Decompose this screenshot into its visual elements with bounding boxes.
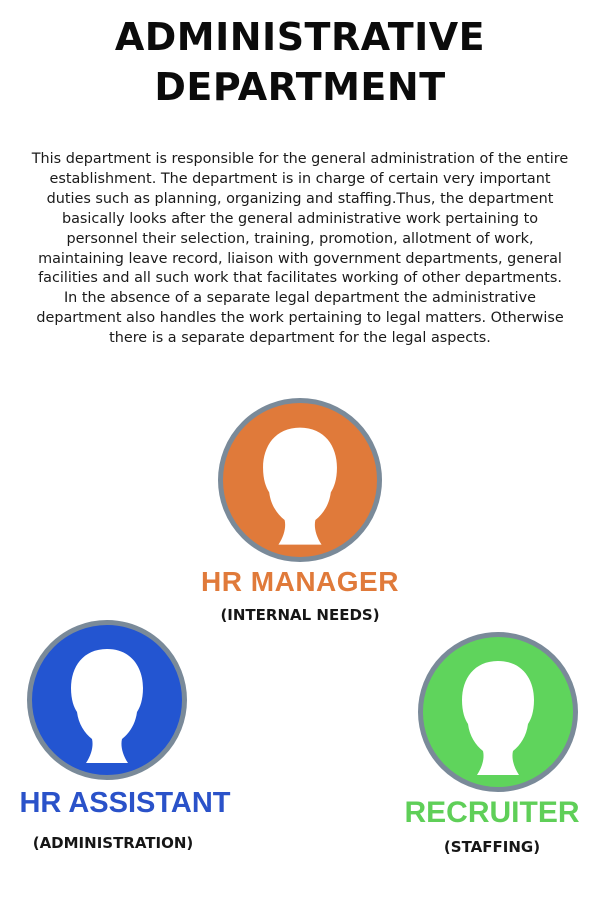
hr-manager-avatar <box>218 398 382 562</box>
recruiter-title: RECRUITER <box>404 796 580 829</box>
hr-assistant-avatar <box>27 620 187 780</box>
page-title <box>0 12 600 112</box>
hr-assistant-note: (ADMINISTRATION) <box>32 834 194 852</box>
hr-manager-note: (INTERNAL NEEDS) <box>220 606 380 624</box>
title-line-1: ADMINISTRATIVE <box>114 15 486 59</box>
person-silhouette-icon <box>32 625 182 775</box>
department-description: This department is responsible for the general administration of the entire establishment. The department is in charge of certain very important duties such as planning, organizing and staffing.Thus, the department basically looks after the general administrative work pertaining to personnel their selection, training, promotion, allotment of work, maintaining leave record, liaison with government departments, general facilities and all such work that facilitates working of other departments. In the absence of a separate legal department the administrative department also handles the work pertaining to legal matters. Otherwise there is a separate department for the legal aspects. <box>31 151 569 347</box>
recruiter-note: (STAFFING) <box>443 838 541 856</box>
person-silhouette-icon <box>223 403 377 557</box>
recruiter-avatar <box>418 632 578 792</box>
person-silhouette-icon <box>423 637 573 787</box>
title-line-2: DEPARTMENT <box>154 65 446 109</box>
hr-assistant-title: HR ASSISTANT <box>19 787 231 819</box>
hr-manager-title: HR MANAGER <box>201 566 399 597</box>
